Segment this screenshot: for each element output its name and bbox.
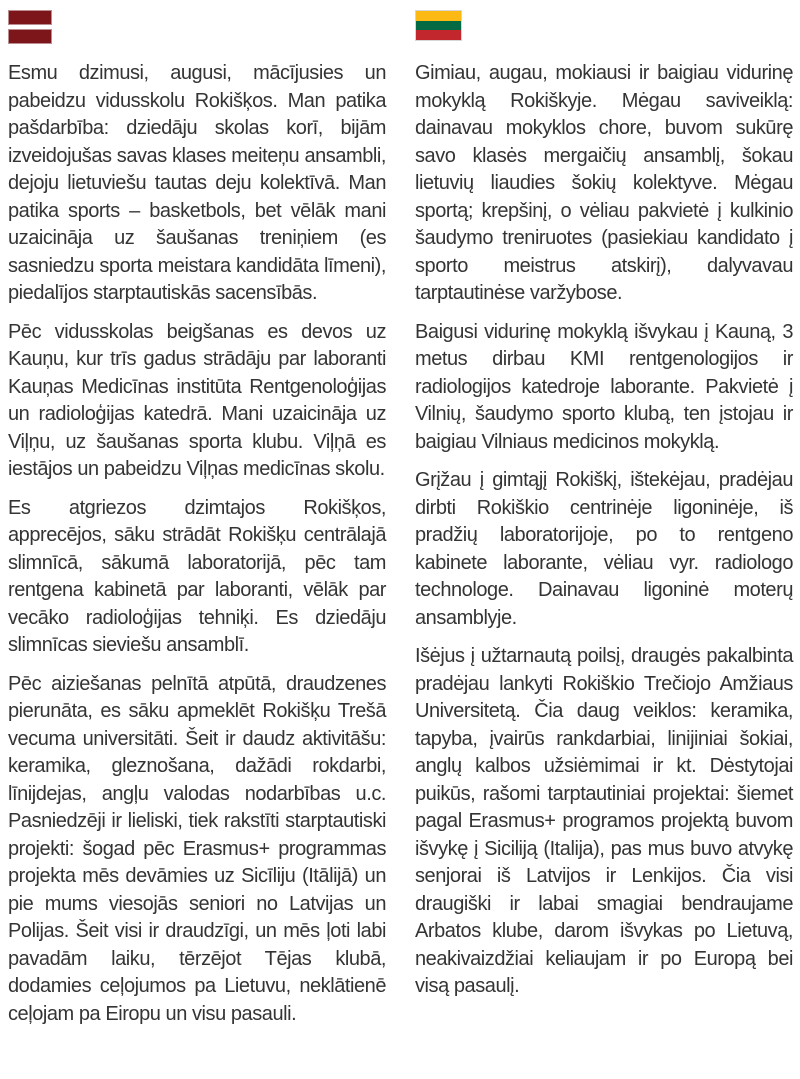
paragraph: Gimiau, augau, mokiausi ir baigiau vidurinę mokyklą Rokiškyje. Mėgau saviveiklą: dainavau mokyklos chore, buvom sukūrę savo klasės mergaičių ansamblį, šokau lietuvių liaudies šokių kolektyve. Mėgau sportą; krepšinį, o vėliau pakvietė į kulkinio šaudymo treniruotes (pasiekiau kandidato į sporto meistrus atskirį), dalyvavau tarptautinėse varžybose. [415,62,793,304]
lithuania-flag-icon [415,10,462,41]
latvian-column [8,10,386,1079]
lithuanian-flag-slot [415,10,793,60]
latvian-text [8,60,386,1028]
latvia-flag-bottom-stripe [8,29,52,44]
paragraph: Baigusi vidurinę mokyklą išvykau į Kauną, 3 metus dirbau KMI rentgenologijos ir radiologijos katedroje laborante. Pakvietė į Vilnių, šaudymo sporto klubą, ten įstojau ir baigiau Vilniaus medicinos mokyklą. [415,320,793,453]
lithuania-flag-red-stripe [416,30,461,40]
latvia-flag-icon [8,10,52,44]
paragraph: Esmu dzimusi, augusi, mācījusies un pabeidzu vidusskolu Rokišķos. Man patika pašdarbība: dziedāju skolas korī, bijām izveidojušas savas klases meiteņu ansambli, dejoju lietuviešu tautas deju kolektīvā. Man patika sports – basketbols, bet vēlāk mani uzaicināja uz šaušanas treniņiem (es sasniedzu sporta meistara kandidāta līmeni), piedalījos starptautiskās sacensībās. [8,62,386,304]
latvian-flag-slot [8,10,386,60]
paragraph: Es atgriezos dzimtajos Rokišķos, apprecējos, sāku strādāt Rokišķu centrālajā slimnīcā, sākumā laboratorijā, pēc tam rentgena kabinetā par laboranti, vēlāk par vecāko radioloģijas tehniķi. Es dziedāju slimnīcas sieviešu ansamblī. [8,496,386,656]
paragraph: Pēc aiziešanas pelnītā atpūtā, draudzenes pierunāta, es sāku apmeklēt Rokišķu Trešā vecuma universitāti. Šeit ir daudz aktivitāšu: keramika, gleznošana, dažādi rokdarbi, līnijdejas, angļu valodas nodarbības u.c. Pasniedzēji ir lieliski, tiek rakstīti starptautiski projekti: šogad pēc Erasmus+ programmas projekta mēs devāmies uz Sicīliju (Itālijā) un pie mums viesojās seniori no Latvijas un Polijas. Šeit visi ir draudzīgi, un mēs ļoti labi pavadām laiku, tērzējot Tējas klubā, dodamies ceļojumos pa Lietuvu, neklātienē ceļojam pa Eiropu un visu pasauli. [8,672,386,1025]
lithuanian-text [415,60,793,1001]
paragraph: Pēc vidusskolas beigšanas es devos uz Kauņu, kur trīs gadus strādāju par laboranti Kauņas Medicīnas institūta Rentgenoloģijas un radioloģijas katedrā. Mani uzaicināja uz Viļņu, uz šaušanas sporta klubu. Viļņā es iestājos un pabeidzu Viļņas medicīnas skolu. [8,320,386,480]
lithuania-flag-yellow-stripe [416,11,461,21]
lithuanian-column [415,10,793,1079]
lithuania-flag-green-stripe [416,21,461,31]
paragraph: Išėjus į užtarnautą poilsį, draugės pakalbinta pradėjau lankyti Rokiškio Trečiojo Amžiaus Universitetą. Čia daug veiklos: keramika, tapyba, įvairūs rankdarbiai, linijiniai šokiai, anglų kalbos užsiėmimai ir kt. Dėstytojai puikūs, rašomi tarptautiniai projektai: šiemet pagal Erasmus+ programos projektą buvom išvykę į Siciliją (Italija), pas mus buvo atvykę senjorai iš Latvijos ir Lenkijos. Čia visi draugiški ir labai smagiai bendraujame Arbatos klube, darom išvykas po Lietuvą, neakivaizdžiai keliaujam ir po Europą bei visą pasaulį. [415,645,793,997]
paragraph: Grįžau į gimtąjį Rokiškį, ištekėjau, pradėjau dirbti Rokiškio centrinėje ligoninėje, iš pradžių laboratorijoje, po to rentgeno kabinete laborante, vėliau vyr. radiologo technologe. Dainavau ligoninė moterų ansamblyje. [415,469,793,629]
latvia-flag-top-stripe [8,10,52,25]
